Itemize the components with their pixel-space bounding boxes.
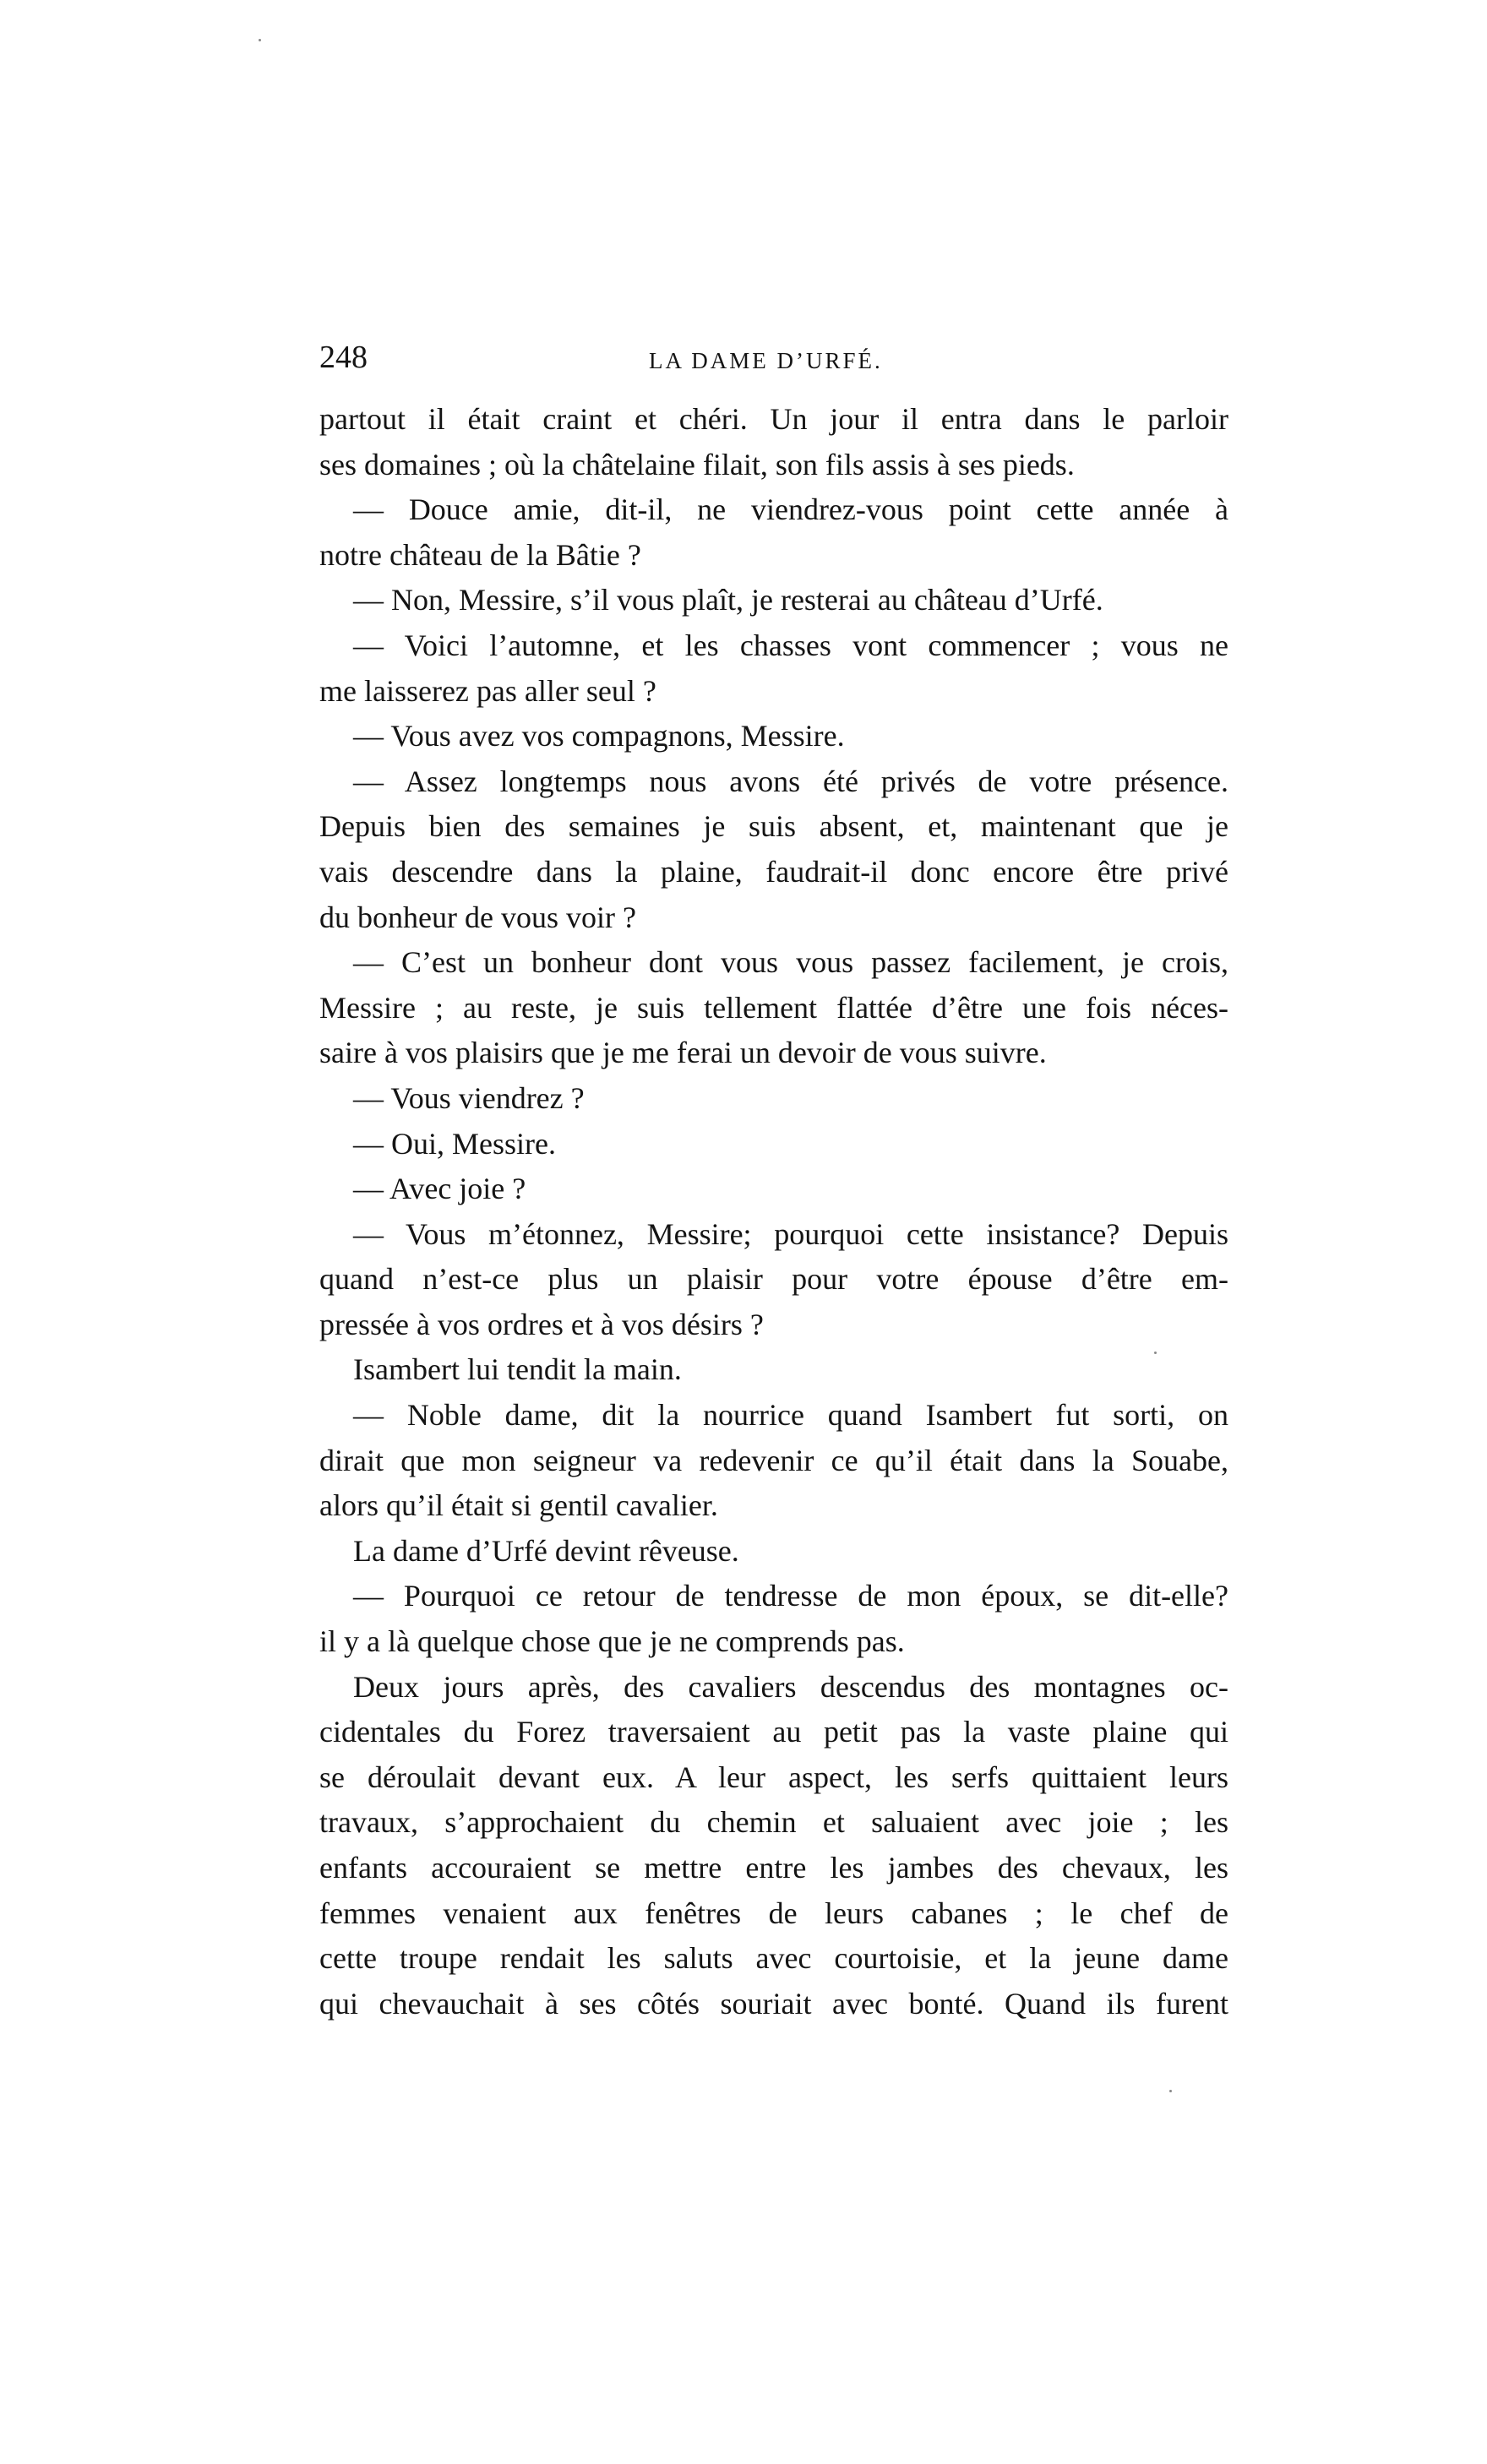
text-line: La dame d’Urfé devint rêveuse. — [353, 1533, 739, 1568]
page-number: 248 — [319, 340, 368, 375]
text-line: — Oui, Messire. — [353, 1126, 556, 1161]
text-line: cidentales du Forez traversaient au petit pas la vaste plaine qui — [319, 1715, 1228, 1749]
text-line: qui chevauchait à ses côtés souriait avec bonté. Quand ils furent — [319, 1986, 1228, 2021]
text-line: Messire ; au reste, je suis tellement flattée d’être une fois néces- — [319, 990, 1228, 1025]
text-line: vais descendre dans la plaine, faudrait-il donc encore être privé — [319, 854, 1228, 889]
text-line: Deux jours après, des cavaliers descendus des montagnes oc- — [353, 1669, 1228, 1704]
text-line: il y a là quelque chose que je ne comprends pas. — [319, 1624, 905, 1659]
text-line: — Douce amie, dit-il, ne viendrez-vous point cette année à — [353, 492, 1228, 527]
text-line: notre château de la Bâtie ? — [319, 537, 641, 572]
text-line: alors qu’il était si gentil cavalier. — [319, 1488, 718, 1523]
text-line: — Non, Messire, s’il vous plaît, je resterai au château d’Urfé. — [353, 583, 1103, 617]
text-line: — C’est un bonheur dont vous vous passez facilement, je crois, — [353, 945, 1228, 980]
text-line: me laisserez pas aller seul ? — [319, 673, 656, 708]
text-line: — Vous avez vos compagnons, Messire. — [353, 719, 845, 753]
text-line: quand n’est-ce plus un plaisir pour votre épouse d’être em- — [319, 1262, 1228, 1297]
text-line: ses domaines ; où la châtelaine filait, son fils assis à ses pieds. — [319, 447, 1075, 481]
body-text — [319, 397, 1228, 2026]
text-line: se déroulait devant eux. A leur aspect, les serfs quittaient leurs — [319, 1760, 1228, 1794]
text-line: pressée à vos ordres et à vos désirs ? — [319, 1307, 764, 1341]
text-line: saire à vos plaisirs que je me ferai un devoir de vous suivre. — [319, 1036, 1047, 1070]
text-line: Depuis bien des semaines je suis absent, et, maintenant que je — [319, 809, 1228, 844]
text-line: — Noble dame, dit la nourrice quand Isambert fut sorti, on — [353, 1398, 1228, 1433]
text-line: — Avec joie ? — [353, 1172, 526, 1206]
paper-speck — [259, 39, 261, 41]
text-line: — Vous viendrez ? — [353, 1080, 585, 1115]
running-title: LA DAME D’URFÉ. — [649, 348, 883, 373]
text-line: — Pourquoi ce retour de tendresse de mon époux, se dit-elle? — [353, 1579, 1228, 1613]
text-line: femmes venaient aux fenêtres de leurs cabanes ; le chef de — [319, 1896, 1228, 1930]
running-head — [319, 336, 1228, 378]
text-line: — Assez longtemps nous avons été privés de votre présence. — [353, 764, 1228, 798]
text-line: — Vous m’étonnez, Messire; pourquoi cette insistance? Depuis — [353, 1216, 1228, 1251]
text-line: Isambert lui tendit la main. — [353, 1352, 682, 1387]
text-line: cette troupe rendait les saluts avec courtoisie, et la jeune dame — [319, 1941, 1228, 1976]
text-line: partout il était craint et chéri. Un jour il entra dans le parloir — [319, 402, 1228, 436]
paper-speck — [1169, 2090, 1172, 2092]
text-line: enfants accouraient se mettre entre les jambes des chevaux, les — [319, 1851, 1228, 1885]
text-line: — Voici l’automne, et les chasses vont commencer ; vous ne — [353, 628, 1228, 662]
text-line: dirait que mon seigneur va redevenir ce qu’il était dans la Souabe, — [319, 1443, 1228, 1477]
text-line: travaux, s’approchaient du chemin et saluaient avec joie ; les — [319, 1805, 1228, 1840]
paper-speck — [1154, 1352, 1157, 1354]
text-line: du bonheur de vous voir ? — [319, 900, 636, 934]
